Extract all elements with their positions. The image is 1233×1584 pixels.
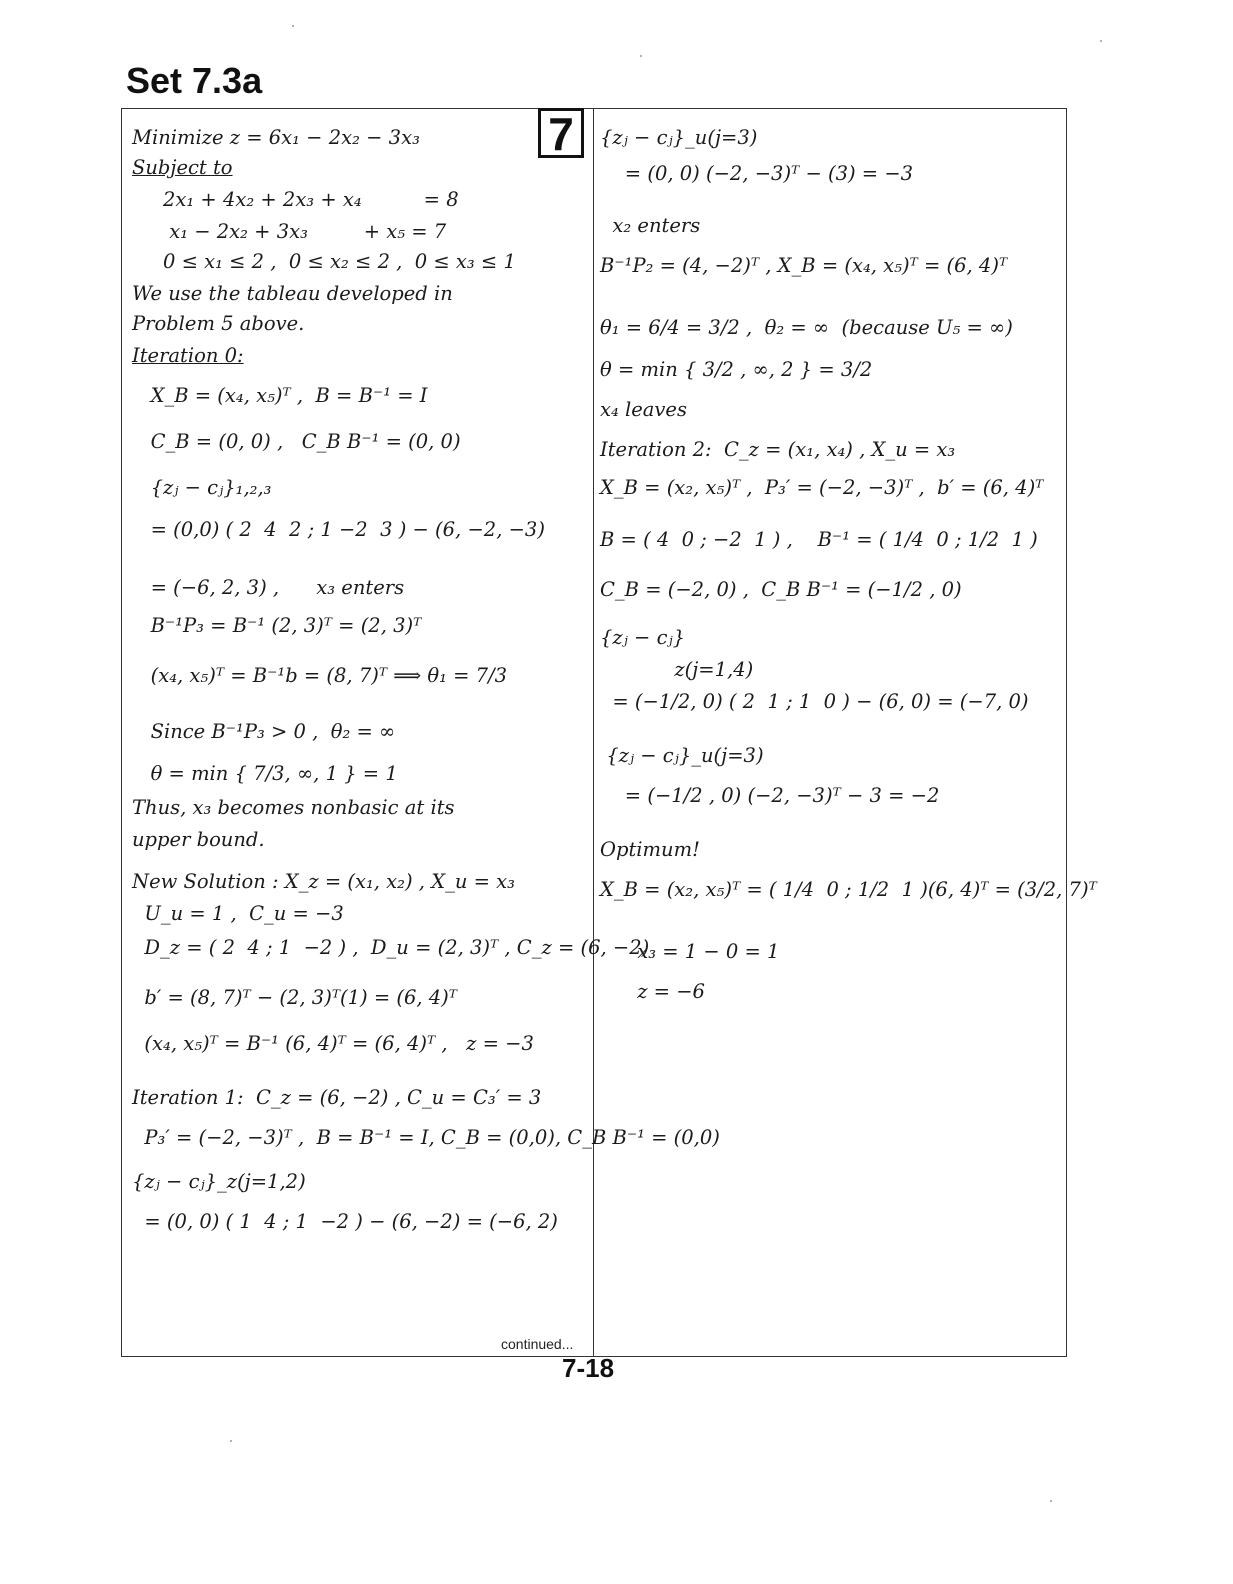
left-line: 0 ≤ x₁ ≤ 2 , 0 ≤ x₂ ≤ 2 , 0 ≤ x₃ ≤ 1 <box>132 250 516 273</box>
right-line: Iteration 2: C_z = (x₁, x₄) , X_u = x₃ <box>600 438 956 461</box>
left-line: θ = min { 7/3, ∞, 1 } = 1 <box>132 762 398 785</box>
left-line: Thus, x₃ becomes nonbasic at its <box>132 796 455 819</box>
right-line: {zⱼ − cⱼ} <box>600 626 686 649</box>
page-number: 7-18 <box>562 1353 615 1383</box>
right-line: X_B = (x₂, x₅)ᵀ = ( 1/4 0 ; 1/2 1 )(6, 4)ᵀ = (3/2, 7)ᵀ <box>600 878 1097 901</box>
left-line: (x₄, x₅)ᵀ = B⁻¹ (6, 4)ᵀ = (6, 4)ᵀ , z = −3 <box>132 1032 534 1055</box>
column-divider <box>593 108 594 1357</box>
left-line: b′ = (8, 7)ᵀ − (2, 3)ᵀ(1) = (6, 4)ᵀ <box>132 986 457 1009</box>
right-line: θ₁ = 6/4 = 3/2 , θ₂ = ∞ (because U₅ = ∞) <box>600 316 1013 339</box>
left-line: P₃′ = (−2, −3)ᵀ , B = B⁻¹ = I, C_B = (0,0), C_B B⁻¹ = (0,0) <box>132 1126 720 1149</box>
right-line: {zⱼ − cⱼ}_u(j=3) <box>600 126 758 149</box>
left-line: B⁻¹P₃ = B⁻¹ (2, 3)ᵀ = (2, 3)ᵀ <box>132 614 422 637</box>
left-line: C_B = (0, 0) , C_B B⁻¹ = (0, 0) <box>132 430 461 453</box>
right-line: {zⱼ − cⱼ}_u(j=3) <box>600 744 764 767</box>
left-line: = (0,0) ( 2 4 2 ; 1 −2 3 ) − (6, −2, −3) <box>132 518 545 541</box>
right-line: Optimum! <box>600 838 700 861</box>
scan-speck <box>292 25 294 27</box>
right-line: B = ( 4 0 ; −2 1 ) , B⁻¹ = ( 1/4 0 ; 1/2 1 ) <box>600 528 1038 551</box>
left-line: = (0, 0) ( 1 4 ; 1 −2 ) − (6, −2) = (−6, 2) <box>132 1210 558 1233</box>
right-line: X_B = (x₂, x₅)ᵀ , P₃′ = (−2, −3)ᵀ , b′ = (6, 4)ᵀ <box>600 476 1044 499</box>
left-line: D_z = ( 2 4 ; 1 −2 ) , D_u = (2, 3)ᵀ , C_z = (6, −2) <box>132 936 650 959</box>
left-line: {zⱼ − cⱼ}₁,₂,₃ <box>132 476 272 499</box>
left-line: 2x₁ + 4x₂ + 2x₃ + x₄ = 8 <box>132 188 459 211</box>
right-line: x₃ = 1 − 0 = 1 <box>600 940 780 963</box>
left-line: Iteration 0: <box>132 344 244 367</box>
right-line: x₂ enters <box>600 214 701 237</box>
left-line: x₁ − 2x₂ + 3x₃ + x₅ = 7 <box>132 220 447 243</box>
left-line: Subject to <box>132 156 233 179</box>
continued-note: continued... <box>501 1336 574 1352</box>
right-line: z = −6 <box>600 980 705 1003</box>
left-line: Iteration 1: C_z = (6, −2) , C_u = C₃′ = 3 <box>132 1086 542 1109</box>
left-line: = (−6, 2, 3) , x₃ enters <box>132 576 405 599</box>
left-line: {zⱼ − cⱼ}_z(j=1,2) <box>132 1170 306 1193</box>
left-line: Since B⁻¹P₃ > 0 , θ₂ = ∞ <box>132 720 396 743</box>
right-line: θ = min { 3/2 , ∞, 2 } = 3/2 <box>600 358 873 381</box>
scan-speck <box>1050 1500 1052 1502</box>
right-line: z(j=1,4) <box>600 658 754 681</box>
left-line: Problem 5 above. <box>132 312 305 335</box>
right-line: B⁻¹P₂ = (4, −2)ᵀ , X_B = (x₄, x₅)ᵀ = (6, 4)ᵀ <box>600 254 1008 277</box>
left-line: (x₄, x₅)ᵀ = B⁻¹b = (8, 7)ᵀ ⟹ θ₁ = 7/3 <box>132 664 508 687</box>
problem-number-badge: 7 <box>538 108 584 158</box>
left-line: We use the tableau developed in <box>132 282 453 305</box>
page-title: Set 7.3a <box>126 60 263 101</box>
left-line: U_u = 1 , C_u = −3 <box>132 902 344 925</box>
left-line: Minimize z = 6x₁ − 2x₂ − 3x₃ <box>132 126 420 149</box>
left-line: X_B = (x₄, x₅)ᵀ , B = B⁻¹ = I <box>132 384 428 407</box>
right-line: = (0, 0) (−2, −3)ᵀ − (3) = −3 <box>600 162 914 185</box>
right-line: C_B = (−2, 0) , C_B B⁻¹ = (−1/2 , 0) <box>600 578 962 601</box>
left-line: New Solution : X_z = (x₁, x₂) , X_u = x₃ <box>132 870 515 893</box>
right-line: x₄ leaves <box>600 398 687 421</box>
right-column <box>600 126 1097 1020</box>
scan-speck <box>640 55 642 57</box>
right-line: = (−1/2, 0) ( 2 1 ; 1 0 ) − (6, 0) = (−7, 0) <box>600 690 1029 713</box>
scan-speck <box>1100 40 1102 42</box>
right-line: = (−1/2 , 0) (−2, −3)ᵀ − 3 = −2 <box>600 784 940 807</box>
scan-speck <box>230 1440 232 1442</box>
left-line: upper bound. <box>132 828 265 851</box>
